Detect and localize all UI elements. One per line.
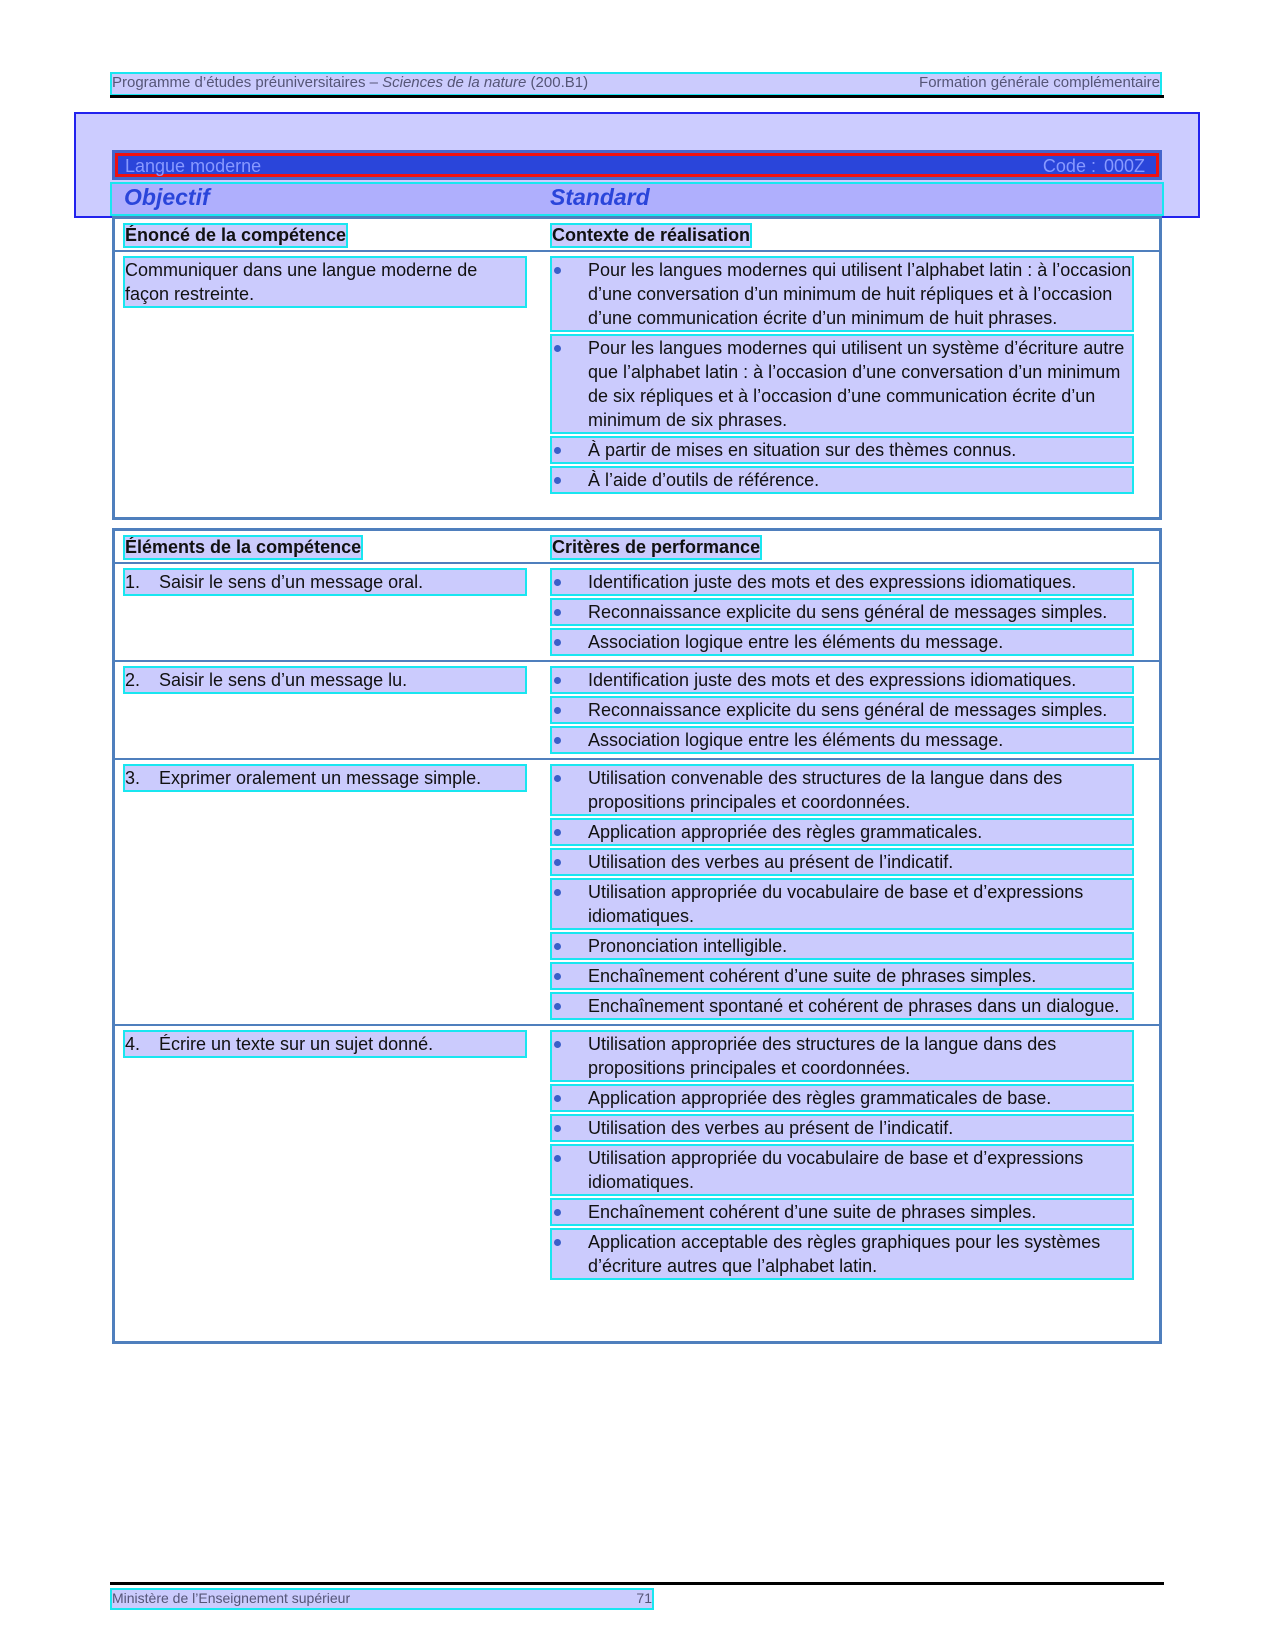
list-item: À partir de mises en situation sur des thèmes connus. [552, 438, 1132, 462]
objectif-heading: Objectif [124, 184, 210, 210]
list-item: Pour les langues modernes qui utilisent l’alphabet latin : à l’occasion d’une conversation d’un minimum de huit répliques et à l’occasion d’une communication écrite d’un minimum de huit phrases. [552, 258, 1132, 330]
program-name: Sciences de la nature [382, 74, 527, 91]
header-rule [110, 95, 1164, 98]
standard-heading: Standard [550, 184, 650, 210]
course-title-bar [112, 150, 1162, 180]
course-title: Langue moderne [125, 156, 262, 176]
element-number: 2. [125, 670, 141, 690]
bullet-icon [554, 477, 561, 484]
bullet-icon [554, 639, 561, 646]
element-text: Écrire un texte sur un sujet donné. [159, 1034, 434, 1054]
bullet-icon [554, 1125, 561, 1132]
table-row [115, 760, 1159, 1026]
list-item: Utilisation convenable des structures de la langue dans des propositions principales et coordonnées. [552, 766, 1132, 814]
competence-element [125, 570, 525, 594]
table-body [115, 564, 1159, 1284]
bullet-icon [554, 267, 561, 274]
program-title: Programme d’études préuniversitaires – Sciences de la nature (200.B1) [112, 74, 589, 91]
list-item: Enchaînement cohérent d’une suite de phrases simples. [552, 1200, 1132, 1224]
bullet-icon [554, 447, 561, 454]
bullet-icon [554, 1155, 561, 1162]
competence-table [112, 216, 1162, 520]
col-header-statement: Énoncé de la compétence [125, 225, 347, 245]
list-item: Enchaînement spontané et cohérent de phrases dans un dialogue. [552, 994, 1132, 1018]
list-item: Reconnaissance explicite du sens général de messages simples. [552, 600, 1132, 624]
bullet-icon [554, 1209, 561, 1216]
course-code [1035, 156, 1145, 177]
table-header [115, 531, 1159, 564]
list-item: Prononciation intelligible. [552, 934, 1132, 958]
list-item: Utilisation des verbes au présent de l’indicatif. [552, 850, 1132, 874]
competence-statement: Communiquer dans une langue moderne de façon restreinte. [125, 258, 525, 306]
bullet-icon [554, 1041, 561, 1048]
list-item: Pour les langues modernes qui utilisent un système d’écriture autre que l’alphabet latin : à l’occasion d’une conversation d’un minimum de six répliques et à l’occasion d’une communication écrite d’un minimum de six phrases. [552, 336, 1132, 432]
bullet-icon [554, 889, 561, 896]
bullet-icon [554, 943, 561, 950]
element-text: Saisir le sens d’un message oral. [159, 572, 424, 592]
list-item: Enchaînement cohérent d’une suite de phrases simples. [552, 964, 1132, 988]
list-item: Application appropriée des règles grammaticales de base. [552, 1086, 1132, 1110]
element-text: Exprimer oralement un message simple. [159, 768, 482, 788]
col-header-criteria: Critères de performance [552, 537, 761, 557]
bullet-icon [554, 609, 561, 616]
table-row [115, 1026, 1159, 1284]
section-title: Formation générale complémentaire [919, 74, 1160, 91]
bullet-icon [554, 1003, 561, 1010]
bullet-icon [554, 579, 561, 586]
code-value: 000Z [1103, 156, 1145, 176]
criteria-list [552, 1026, 1132, 1284]
list-item: Association logique entre les éléments du message. [552, 630, 1132, 654]
context-list [552, 252, 1132, 498]
list-item: Application appropriée des règles grammaticales. [552, 820, 1132, 844]
element-text: Saisir le sens d’un message lu. [159, 670, 408, 690]
competence-element [125, 766, 525, 790]
table-row [115, 564, 1159, 662]
criteria-list [552, 564, 1132, 660]
bullet-icon [554, 737, 561, 744]
running-header [112, 74, 1160, 94]
list-item: Identification juste des mots et des expressions idiomatiques. [552, 668, 1132, 692]
bullet-icon [554, 859, 561, 866]
code-label: Code : [1042, 156, 1096, 176]
element-number: 4. [125, 1034, 141, 1054]
competence-element [125, 1032, 525, 1056]
list-item: Association logique entre les éléments du message. [552, 728, 1132, 752]
bullet-icon [554, 973, 561, 980]
bullet-icon [554, 1095, 561, 1102]
bullet-icon [554, 1239, 561, 1246]
element-number: 3. [125, 768, 141, 788]
table-header [115, 219, 1159, 252]
bullet-icon [554, 775, 561, 782]
list-item: Utilisation des verbes au présent de l’indicatif. [552, 1116, 1132, 1140]
element-number: 1. [125, 572, 141, 592]
criteria-list [552, 760, 1132, 1024]
bullet-icon [554, 345, 561, 352]
list-item: Identification juste des mots et des expressions idiomatiques. [552, 570, 1132, 594]
bullet-icon [554, 829, 561, 836]
footer-rule [110, 1582, 1164, 1585]
competence-element [125, 668, 525, 692]
list-item: Utilisation appropriée des structures de la langue dans des propositions principales et coordonnées. [552, 1032, 1132, 1080]
list-item: Utilisation appropriée du vocabulaire de base et d’expressions idiomatiques. [552, 1146, 1132, 1194]
col-header-context: Contexte de réalisation [552, 225, 751, 245]
list-item: À l’aide d’outils de référence. [552, 468, 1132, 492]
page-number: 71 [636, 1590, 652, 1606]
list-item: Application acceptable des règles graphiques pour les systèmes d’écriture autres que l’alphabet latin. [552, 1230, 1132, 1278]
bullet-icon [554, 707, 561, 714]
bullet-icon [554, 677, 561, 684]
list-item: Reconnaissance explicite du sens général de messages simples. [552, 698, 1132, 722]
footer-ministry: Ministère de l’Enseignement supérieur [112, 1590, 351, 1606]
list-item: Utilisation appropriée du vocabulaire de base et d’expressions idiomatiques. [552, 880, 1132, 928]
section-headings [112, 184, 1162, 214]
col-header-elements: Éléments de la compétence [125, 537, 362, 557]
page-footer [112, 1590, 652, 1608]
table-row [115, 252, 1159, 498]
elements-table [112, 528, 1162, 1344]
criteria-list [552, 662, 1132, 758]
table-row [115, 662, 1159, 760]
